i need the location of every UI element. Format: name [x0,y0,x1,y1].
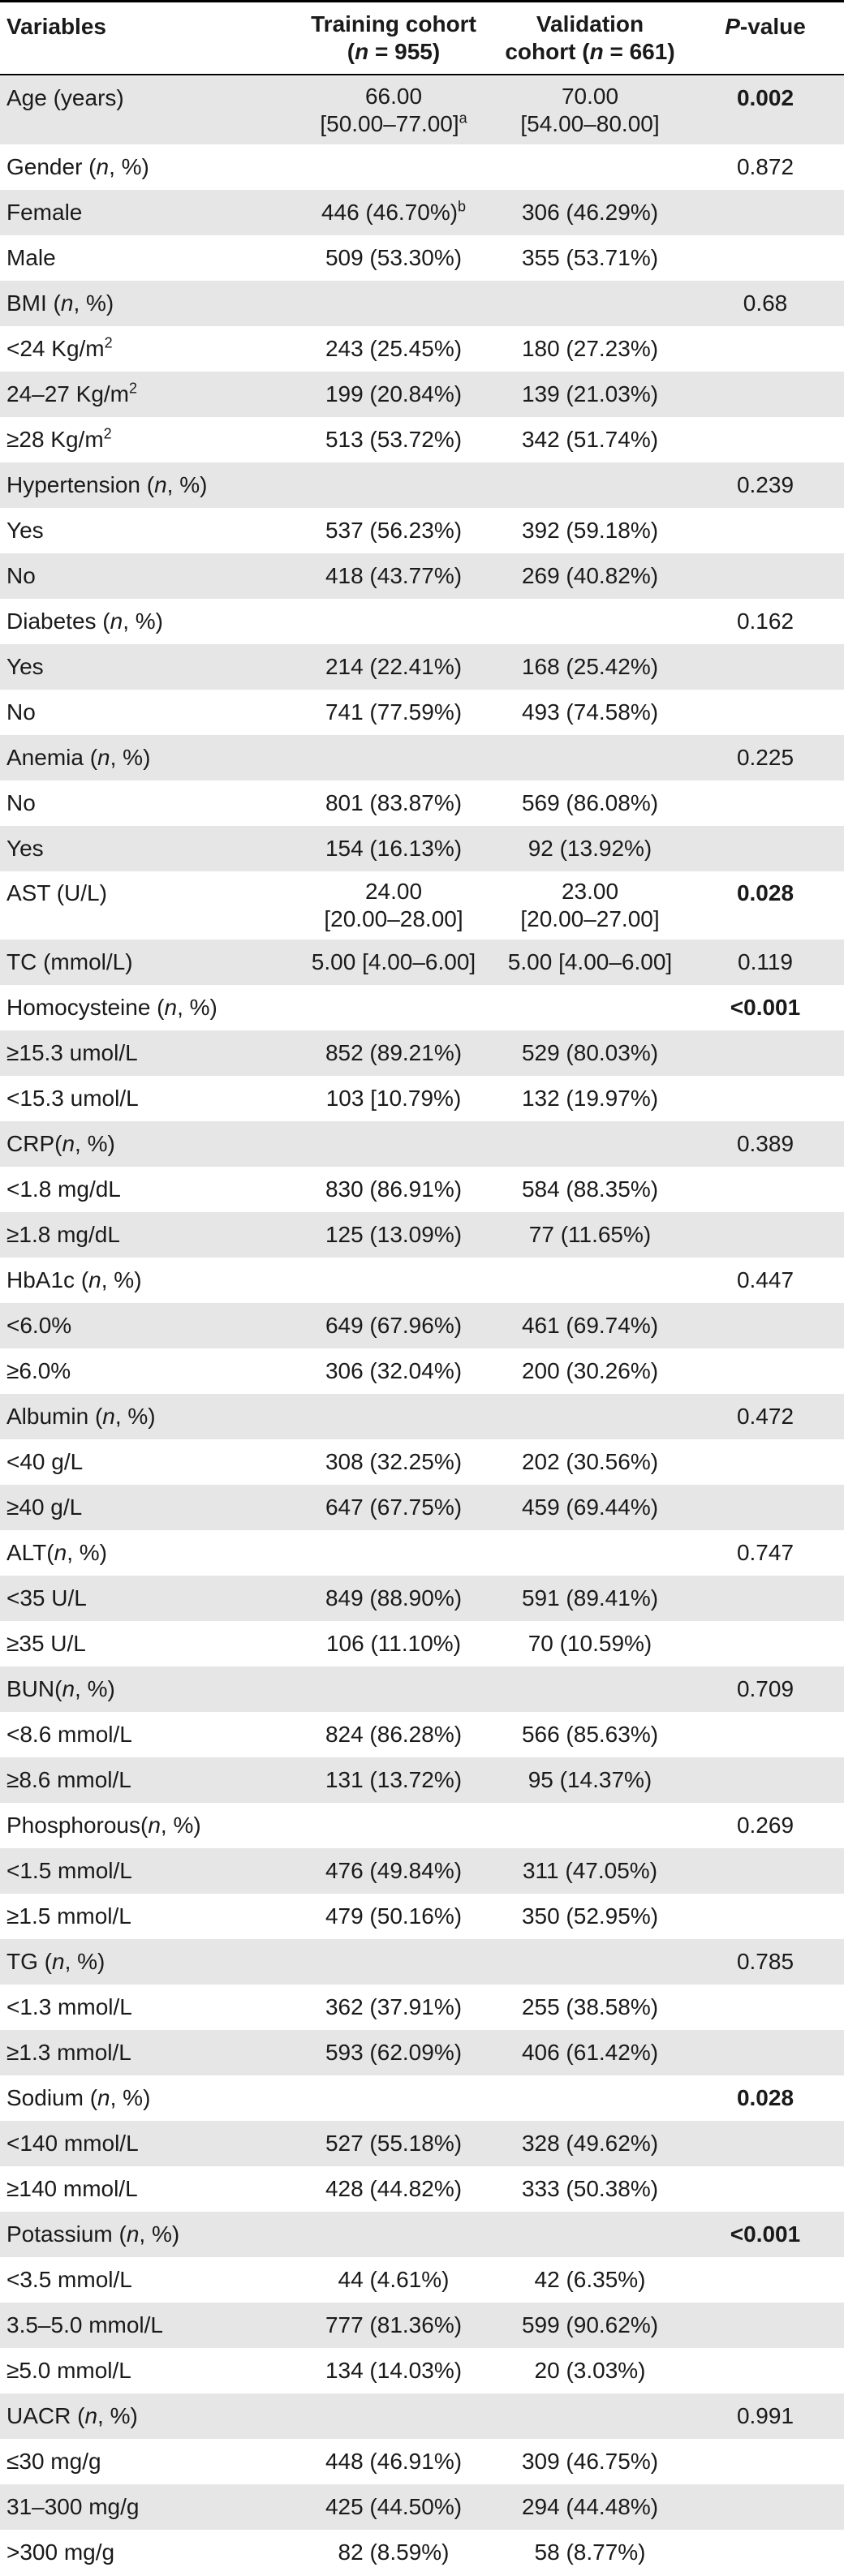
table-row-sodium-lt140 [0,2121,844,2166]
table-row-potassium-ge50 [0,2348,844,2393]
header-validation-cohort: Validation cohort (n = 661) [505,11,675,64]
validation-value: 311 (47.05%) [522,1858,658,1883]
validation-value: 566 (85.63%) [521,1722,659,1747]
table-row-homocysteine-lt15 [0,1076,844,1121]
validation-value: 584 (88.35%) [521,1176,659,1202]
p-value: 0.028 [736,2085,794,2110]
validation-value: 95 (14.37%) [528,1767,652,1792]
training-value: 134 (14.03%) [325,2358,463,2383]
row-label: ≥6.0% [6,1358,71,1383]
training-value: 777 (81.36%) [325,2312,463,2337]
validation-value: 461 (69.74%) [521,1313,659,1338]
table-row-ast [0,871,844,940]
training-value: 154 (16.13%) [325,836,463,861]
validation-value: 200 (30.26%) [521,1358,659,1383]
row-label: ≥1.8 mg/dL [6,1222,120,1247]
row-label: ≥28 $Kg/m^2$ [6,425,112,452]
validation-value: 406 (61.42%) [521,2040,659,2065]
table-row-bmi [0,281,844,326]
p-value: 0.68 [743,290,788,316]
training-value: 125 (13.09%) [325,1222,463,1247]
row-label: Yes [6,518,44,543]
validation-value: 333 (50.38%) [521,2176,659,2201]
table-row-phosphorous-lt15 [0,1848,844,1894]
training-value: 306 (32.04%) [325,1358,463,1383]
table-row-anemia-yes [0,826,844,871]
row-label: Yes [6,836,44,861]
p-value: 0.225 [736,745,794,770]
row-label: Anemia (n, %) [6,745,151,770]
training-value: 5.00 [4.00–6.00] [311,949,476,974]
row-label: No [6,563,36,588]
validation-value: 139 (21.03%) [521,381,659,406]
p-value: <0.001 [730,2221,801,2247]
training-value: 527 (55.18%) [325,2131,463,2156]
row-label: Male [6,245,56,270]
validation-value: 294 (44.48%) [521,2494,659,2519]
training-value: 243 (25.45%) [325,336,463,361]
validation-value: 77 (11.65%) [528,1222,652,1247]
p-value: 0.162 [736,609,794,634]
table-row-albumin [0,1394,844,1439]
training-value: 428 (44.82%) [325,2176,463,2201]
training-value: 103 [10.79%) [325,1086,462,1111]
row-label: <3.5 mmol/L [6,2267,132,2292]
validation-value: 20 (3.03%) [534,2358,646,2383]
table-row-homocysteine [0,985,844,1030]
training-value: 801 (83.87%) [325,790,463,815]
table-row-anemia-no [0,781,844,826]
training-value: 513 (53.72%) [325,427,463,452]
row-label: <1.5 mmol/L [6,1858,132,1883]
row-label: ≤30 mg/g [6,2449,101,2474]
table-row-tg [0,1939,844,1985]
row-label: <24 $Kg/m^2$ [6,334,113,361]
table-row-bun-lt86 [0,1712,844,1757]
row-label: ≥35 U/L [6,1631,86,1656]
row-label: Gender (n, %) [6,154,149,179]
validation-value: 355 (53.71%) [521,245,659,270]
row-label: HbA1c (n, %) [6,1267,142,1292]
validation-value: 202 (30.56%) [521,1449,659,1474]
table-row-diabetes-no [0,690,844,735]
validation-value: 599 (90.62%) [521,2312,659,2337]
row-label: BMI (n, %) [6,290,114,316]
row-label: BUN(n, %) [6,1676,115,1701]
training-value: 82 (8.59%) [338,2539,450,2565]
table-row-alt-lt35 [0,1576,844,1621]
row-label: 3.5–5.0 mmol/L [6,2312,163,2337]
validation-value: 493 (74.58%) [521,699,659,725]
table-row-alt [0,1530,844,1576]
validation-value: 569 (86.08%) [521,790,659,815]
p-value: 0.785 [736,1949,794,1974]
table-row-albumin-ge40 [0,1485,844,1530]
table-row-crp-ge18 [0,1212,844,1258]
training-value: 830 (86.91%) [325,1176,463,1202]
validation-value: 70 (10.59%) [528,1631,652,1656]
table-row-hypertension-yes [0,508,844,553]
table-row-hba1c-lt6 [0,1303,844,1348]
row-label: Yes [6,654,44,679]
training-value: 131 (13.72%) [325,1767,463,1792]
row-label: AST (U/L) [6,880,107,905]
training-value: 425 (44.50%) [325,2494,463,2519]
training-value: 824 (86.28%) [325,1722,463,1747]
table-row-male [0,235,844,281]
row-label: Potassium (n, %) [6,2221,180,2247]
row-label: <1.8 mg/dL [6,1176,121,1202]
row-label: Age (years) [6,85,124,110]
training-value: 44 (4.61%) [338,2267,450,2292]
validation-value: 70.00 [54.00–80.00] [520,84,660,136]
validation-value: 309 (46.75%) [521,2449,659,2474]
validation-value: 168 (25.42%) [521,654,659,679]
table-row-phosphorous-ge15 [0,1894,844,1939]
table-row-crp [0,1121,844,1167]
row-label: <15.3 umol/L [6,1086,139,1111]
table-row-gender [0,144,844,190]
validation-value: 529 (80.03%) [521,1040,659,1065]
row-label: Homocysteine (n, %) [6,995,217,1020]
validation-value: 591 (89.41%) [521,1585,659,1611]
training-value: 308 (32.25%) [325,1449,463,1474]
table-row-female [0,190,844,235]
p-value: 0.269 [736,1813,794,1838]
training-value: 476 (49.84%) [325,1858,463,1883]
row-label: Albumin (n, %) [6,1404,156,1429]
table-row-potassium [0,2212,844,2257]
row-label: <1.3 mmol/L [6,1994,132,2019]
table-row-uacr-gt300 [0,2530,844,2575]
table-row-bun-ge86 [0,1757,844,1803]
validation-value: 392 (59.18%) [521,518,659,543]
p-value: 0.872 [736,154,794,179]
row-label: ALT(n, %) [6,1540,107,1565]
table-row-hba1c [0,1258,844,1303]
training-value: 214 (22.41%) [325,654,463,679]
table-row-bun [0,1666,844,1712]
training-value: 509 (53.30%) [325,245,463,270]
table-row-age [0,76,844,144]
p-value: <0.001 [730,995,801,1020]
table-row-sodium-ge140 [0,2166,844,2212]
table-row-sodium [0,2075,844,2121]
table-row-hypertension-no [0,553,844,599]
table-row-anemia [0,735,844,781]
training-value: 852 (89.21%) [325,1040,463,1065]
header-p-value: P-value [725,14,806,39]
row-label: <140 mmol/L [6,2131,139,2156]
row-label: ≥1.5 mmol/L [6,1903,131,1929]
table-row-albumin-lt40 [0,1439,844,1485]
p-value: 0.447 [736,1267,794,1292]
p-value: 0.239 [736,472,794,497]
row-label: No [6,790,36,815]
training-value: 479 (50.16%) [325,1903,463,1929]
table-row-hba1c-ge6 [0,1348,844,1394]
training-value: 446 $(46.70\%)^b$ [321,198,467,225]
row-label: Sodium (n, %) [6,2085,151,2110]
p-value: 0.472 [736,1404,794,1429]
row-label: No [6,699,36,725]
validation-value: 42 (6.35%) [534,2267,646,2292]
row-label: ≥40 g/L [6,1494,83,1520]
table-row-potassium-35-50 [0,2303,844,2348]
table-row-diabetes-yes [0,644,844,690]
row-label: 31–300 mg/g [6,2494,140,2519]
p-value: 0.002 [736,85,794,110]
row-label: Female [6,200,83,225]
row-label: ≥140 mmol/L [6,2176,138,2201]
row-label: <40 g/L [6,1449,84,1474]
training-value: 24.00 [20.00–28.00] [324,879,463,931]
table-row-alt-ge35 [0,1621,844,1666]
row-label: TC (mmol/L) [6,949,133,974]
table-row-uacr-31-300 [0,2484,844,2530]
validation-value: 58 (8.77%) [534,2539,646,2565]
validation-value: 5.00 [4.00–6.00] [507,949,673,974]
validation-value: 132 (19.97%) [521,1086,659,1111]
validation-value: 269 (40.82%) [521,563,659,588]
row-label: ≥1.3 mmol/L [6,2040,131,2065]
table-top-rule [0,0,844,2]
table-row-tg-ge13 [0,2030,844,2075]
row-label: UACR (n, %) [6,2403,138,2428]
table-row-potassium-lt35 [0,2257,844,2303]
row-label: CRP(n, %) [6,1131,115,1156]
table-row-tg-lt13 [0,1985,844,2030]
table-row-diabetes [0,599,844,644]
row-label: ≥8.6 mmol/L [6,1767,131,1792]
validation-value: 23.00 [20.00–27.00] [520,879,660,931]
row-label: <6.0% [6,1313,72,1338]
p-value: 0.119 [738,949,793,974]
row-label: <8.6 mmol/L [6,1722,132,1747]
validation-value: 255 (38.58%) [521,1994,659,2019]
table-row-bmi-lt24 [0,326,844,372]
training-value: 362 (37.91%) [325,1994,463,2019]
table-row-bmi-ge28 [0,417,844,462]
validation-value: 350 (52.95%) [521,1903,659,1929]
table-row-uacr [0,2393,844,2439]
training-value: 537 (56.23%) [325,518,463,543]
table-row-crp-lt18 [0,1167,844,1212]
p-value: 0.709 [736,1676,794,1701]
row-label: Phosphorous(n, %) [6,1813,201,1838]
validation-value: 459 (69.44%) [521,1494,659,1520]
training-value: 593 (62.09%) [325,2040,463,2065]
row-label: >300 mg/g [6,2539,115,2565]
p-value: 0.747 [736,1540,794,1565]
table-row-uacr-le30 [0,2439,844,2484]
training-value: 647 (67.75%) [325,1494,463,1520]
row-label: TG (n, %) [6,1949,106,1974]
training-value: 418 (43.77%) [325,563,463,588]
header-rule [0,74,844,75]
training-value: 199 (20.84%) [325,381,463,406]
row-label: ≥5.0 mmol/L [6,2358,131,2383]
validation-value: 342 (51.74%) [521,427,659,452]
row-label: Hypertension (n, %) [6,472,208,497]
table-row-phosphorous [0,1803,844,1848]
training-value: 448 (46.91%) [325,2449,463,2474]
p-value: 0.389 [736,1131,794,1156]
validation-value: 92 (13.92%) [528,836,652,861]
p-value: 0.991 [736,2403,794,2428]
training-value: 66.00 $[50.00-77.00]^a$ [320,84,467,136]
header-variables: Variables [6,14,106,39]
validation-value: 306 (46.29%) [521,200,659,225]
training-value: 106 (11.10%) [325,1631,462,1656]
header-training-cohort: Training cohort (n = 955) [311,11,476,64]
row-label: 24–27 $Kg/m^2$ [6,380,138,406]
validation-value: 328 (49.62%) [521,2131,659,2156]
table-row-homocysteine-ge15 [0,1030,844,1076]
training-value: 649 (67.96%) [325,1313,463,1338]
row-label: Diabetes (n, %) [6,609,163,634]
table-row-tc [0,940,844,985]
p-value: 0.028 [736,880,794,905]
training-value: 741 (77.59%) [325,699,463,725]
row-label: ≥15.3 umol/L [6,1040,138,1065]
row-label: <35 U/L [6,1585,87,1611]
table-header [0,3,844,73]
training-value: 849 (88.90%) [325,1585,463,1611]
validation-value: 180 (27.23%) [521,336,659,361]
table-row-bmi-24-27 [0,372,844,417]
table-row-hypertension [0,462,844,508]
